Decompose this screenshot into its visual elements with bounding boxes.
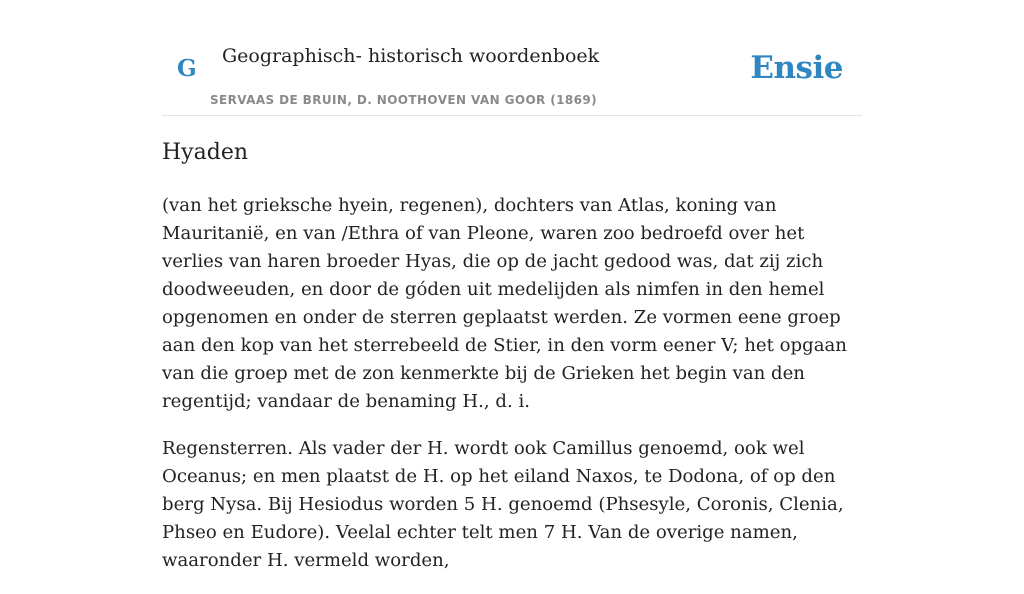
entry-paragraph: Regensterren. Als vader der H. wordt ook Camillus genoemd, ook wel Oceanus; en men plaatst de H. op het eiland Naxos, te Dodona, of op den berg Nysa. Bij Hesiodus worden 5 H. genoemd (Phsesyle, Coronis, Clenia, Phseo en Eudore). Veelal echter telt men 7 H. Van de overige namen, waaronder H. vermeld worden,	[162, 438, 844, 571]
book-authors: SERVAAS DE BRUIN, D. NOOTHOVEN VAN GOOR (1869)	[210, 93, 598, 107]
book-letter-icon[interactable]: G	[177, 55, 197, 82]
ensie-logo[interactable]: Ensie	[750, 50, 843, 86]
entry-body	[162, 192, 862, 594]
entry-title: Hyaden	[162, 140, 249, 165]
book-header	[162, 0, 862, 116]
book-title-link[interactable]: Geographisch- historisch woordenboek	[222, 45, 600, 67]
entry-paragraph: (van het grieksche hyein, regenen), dochters van Atlas, koning van Mauritanië, en van /Ethra of van Pleone, waren zoo bedroefd over het verlies van haren broeder Hyas, die op de jacht gedood was, dat zij zich doodweeuden, en door de góden uit medelijden als nimfen in den hemel opgenomen en onder de sterren geplaatst werden. Ze vormen eene groep aan den kop van het sterrebeeld de Stier, in den vorm eener V; het opgaan van die groep met de zon kenmerkte bij de Grieken het begin van den regentijd; vandaar de benaming H., d. i.	[162, 195, 847, 412]
